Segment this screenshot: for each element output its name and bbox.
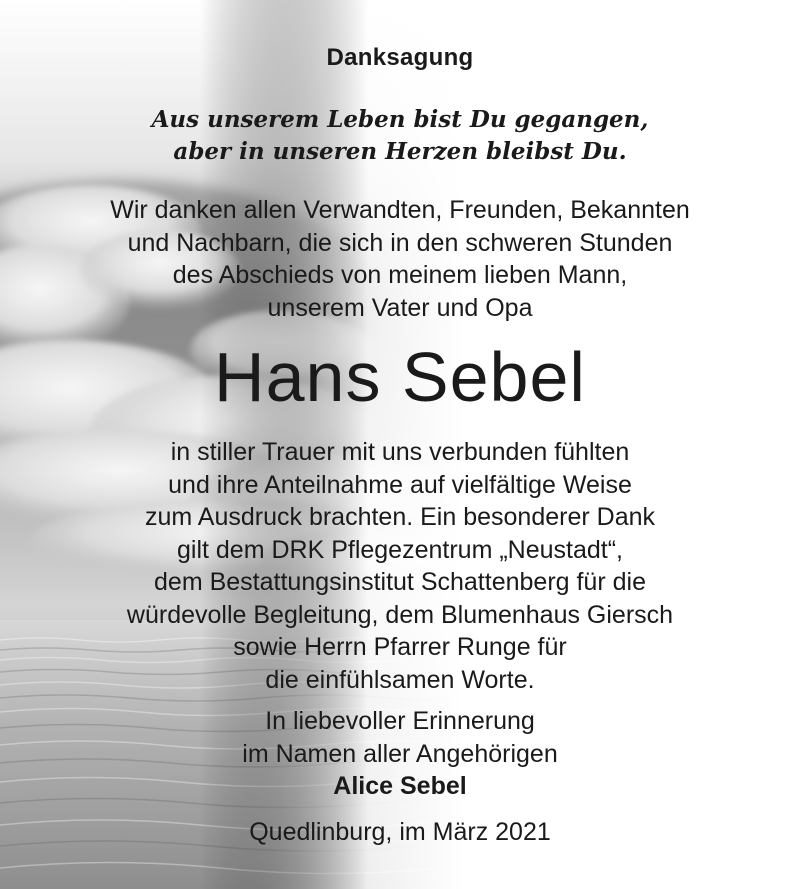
closing-line: im Namen aller Angehörigen: [242, 739, 558, 768]
signatory-name: Alice Sebel: [333, 772, 467, 800]
deceased-name: Hans Sebel: [214, 338, 586, 416]
thanks-line: die einfühlsamen Worte.: [265, 665, 535, 694]
motto-line: Aus unserem Leben bist Du gegangen,: [151, 106, 649, 133]
motto-quote: [0, 104, 800, 168]
place-and-date: Quedlinburg, im März 2021: [249, 818, 551, 846]
thanks-line: gilt dem DRK Pflegezentrum „Neustadt“,: [176, 535, 623, 564]
closing-line: In liebevoller Erinnerung: [265, 707, 535, 735]
intro-line: Wir danken allen Verwandten, Freunden, Bekannten: [110, 196, 690, 224]
intro-paragraph: [20, 194, 780, 324]
thanks-line: würdevolle Begleitung, dem Blumenhaus Giersch: [126, 600, 674, 629]
intro-line: unserem Vater und Opa: [267, 293, 533, 322]
thanks-line: dem Bestattungsinstitut Schattenberg für die: [154, 568, 646, 596]
thanks-line: sowie Herrn Pfarrer Runge für: [233, 633, 567, 661]
thanks-line: zum Ausdruck brachten. Ein besonderer Dank: [145, 503, 655, 531]
intro-line: und Nachbarn, die sich in den schweren Stunden: [127, 228, 673, 257]
thanks-paragraph: [20, 436, 780, 696]
notice-heading: Danksagung: [326, 44, 474, 71]
intro-line: des Abschieds von meinem lieben Mann,: [172, 261, 628, 289]
closing-block: [20, 705, 780, 803]
thanks-line: in stiller Trauer mit uns verbunden fühlten: [170, 438, 630, 466]
thanks-line: und ihre Anteilnahme auf vielfältige Weise: [168, 470, 632, 499]
motto-line: aber in unseren Herzen bleibst Du.: [173, 138, 627, 165]
